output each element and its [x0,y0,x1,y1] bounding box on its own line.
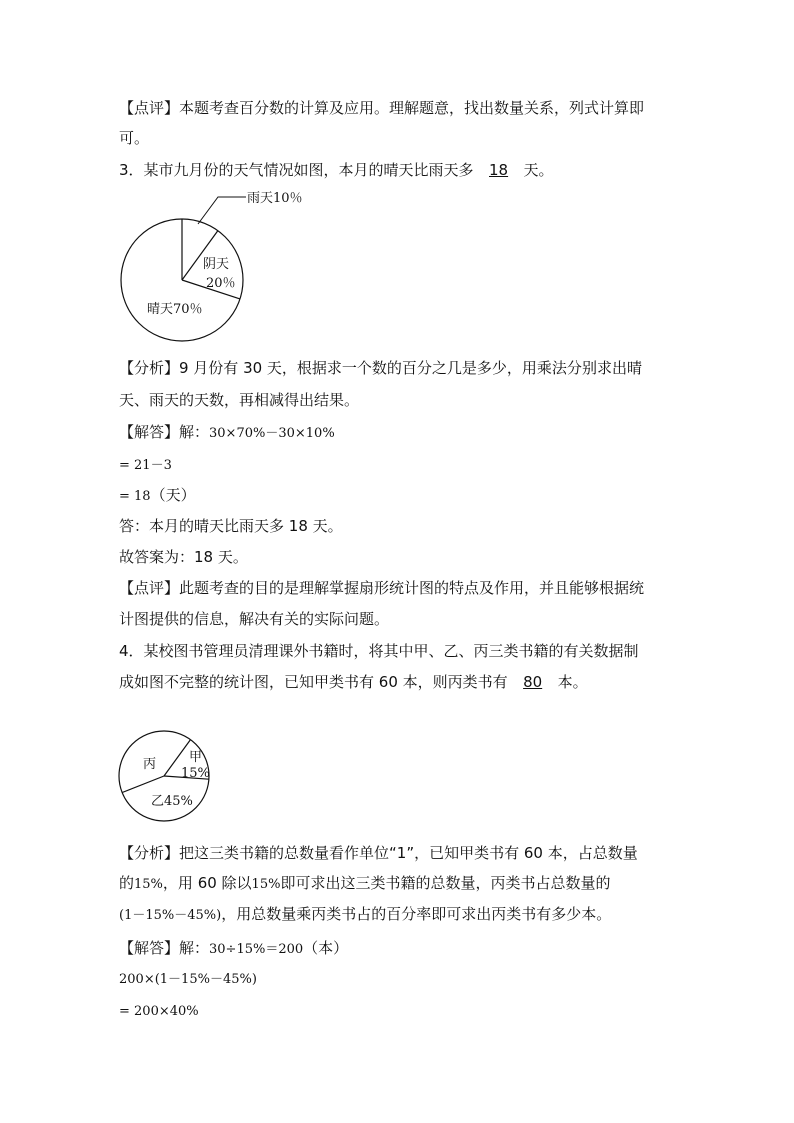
solution-3-result: = 18 [119,489,151,504]
solution-3-line-3 [119,485,196,507]
question-3-unit: 天。 [523,161,554,179]
comment-line-1: 【点评】本题考查百分数的计算及应用。理解题意，找出数量关系，列式计算即 [119,99,645,117]
weather-cloudy-percent: 20％ [206,276,236,291]
solution-4-expression: 30÷15%＝200 [209,942,304,957]
books-jia-percent: 15% [181,766,210,781]
solution-4-unit: （本） [303,939,349,957]
question-3-answer: 18 [489,161,509,179]
question-3-text: 3．某市九月份的天气情况如图，本月的晴天比雨天多 [119,161,474,179]
solution-4-line-3: = 200×40% [119,1004,199,1019]
solution-3-unit: （天） [150,486,196,504]
question-4-line-1: 4．某校图书管理员清理课外书籍时，将其中甲、乙、丙三类书籍的有关数据制 [119,642,639,660]
analysis-4-text-b: ，用 60 除以 [162,874,252,892]
solution-3-label: 【解答】解： [119,423,210,441]
books-jia-label: 甲 [189,750,203,765]
analysis-4-text-a: 的 [119,874,135,892]
weather-pie-divider-rain [182,231,218,280]
solution-4-label: 【解答】解： [119,939,210,957]
analysis-4-expression: (1－15%－45%) [119,908,222,923]
analysis-3-line-1: 【分析】9 月份有 30 天，根据求一个数的百分之几是多少，用乘法分别求出晴 [119,359,642,377]
analysis-4-percent-1: 15% [134,877,163,892]
answer-3: 答：本月的晴天比雨天多 18 天。 [119,517,343,535]
analysis-4-line-2 [119,873,610,895]
weather-rain-label: 雨天10％ [247,191,303,206]
books-yi-label: 乙45% [151,794,193,809]
weather-pie-chart [121,191,303,341]
books-pie-chart [119,731,210,821]
weather-sunny-label: 晴天70％ [147,302,203,317]
solution-4-line-2: 200×(1－15%－45%) [119,972,257,987]
solution-3-line-2: = 21－3 [119,458,172,473]
analysis-4-text-d: ，用总数量乘丙类书占的百分率即可求出丙类书有多少本。 [221,905,612,923]
analysis-4-percent-2: 15% [251,877,281,892]
analysis-3-line-2: 天、雨天的天数，再相减得出结果。 [119,391,360,409]
books-bing-label: 丙 [143,757,157,772]
weather-rain-leader-line [198,197,246,224]
analysis-4-line-3 [119,904,611,926]
question-4-unit: 本。 [557,673,588,691]
comment-line-2: 可。 [119,129,150,147]
analysis-4-line-1: 【分析】把这三类书籍的总数量看作单位“1”，已知甲类书有 60 本，占总数量 [119,844,638,862]
books-pie-divider-left [122,776,164,793]
solution-3-expression: 30×70%－30×10% [209,426,335,441]
weather-cloudy-label: 阴天 [203,257,230,272]
solution-4-line-1 [119,938,348,960]
question-4-text: 成如图不完整的统计图，已知甲类书有 60 本，则丙类书有 [119,673,508,691]
solution-3-line-1 [119,422,335,444]
comment-3-line-2: 计图提供的信息，解决有关的实际问题。 [119,610,390,628]
comment-3-line-1: 【点评】此题考查的目的是理解掌握扇形统计图的特点及作用，并且能够根据统 [119,579,645,597]
analysis-4-text-c: 即可求出这三类书籍的总数量，丙类书占总数量的 [280,874,611,892]
question-4-answer: 80 [523,673,543,691]
question-4-line-2 [119,672,588,692]
final-answer-3: 故答案为：18 天。 [119,548,248,566]
